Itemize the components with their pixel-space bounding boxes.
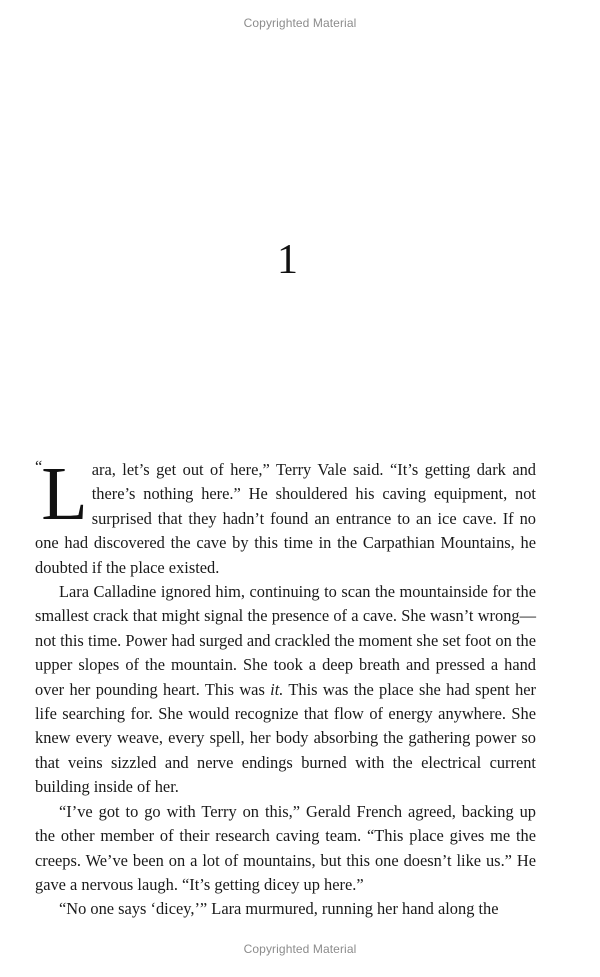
paragraph-1-text: ara, let’s get out of here,” Terry Vale said. “It’s getting dark and there’s nothing here.” He shouldered his caving equipment, not surprised that they hadn’t found an entrance to an ice cave. If no one had discovered the cave by this time in the Carpathian Mountains, he doubted if the place existed.	[35, 460, 536, 577]
chapter-body-text	[35, 452, 536, 922]
chapter-number: 1	[277, 237, 298, 283]
paragraph-2-text-before: Lara Calladine ignored him, continuing to scan the mountainside for the smallest crack that might signal the presence of a cave. She wasn’t wrong—not this time. Power had surged and crackled the moment she set foot on the upper slopes of the mountain. She took a deep breath and pressed a hand over her pounding heart. This was	[35, 582, 536, 699]
paragraph-4: “No one says ‘dicey,’” Lara murmured, running her hand along the	[59, 899, 499, 919]
paragraph-3: “I’ve got to go with Terry on this,” Gerald French agreed, backing up the other member of their research caving team. “This place gives me the creeps. We’ve been on a lot of mountains, but this one doesn’t like us.” He gave a nervous laugh. “It’s getting dicey up here.”	[35, 801, 536, 894]
copyright-watermark-top: Copyrighted Material	[243, 16, 357, 30]
copyright-watermark-bottom: Copyrighted Material	[243, 942, 357, 956]
paragraph-2-emphasis: it.	[270, 679, 284, 699]
paragraph-2	[35, 580, 536, 800]
drop-cap-letter: L	[41, 452, 88, 536]
paragraph-1	[35, 452, 536, 580]
paragraph-2-text-after: This was the place she had spent her life searching for. She would recognize that flow of energy anywhere. She knew every weave, every spell, her body absorbing the gathering power so that veins sizzled and nerve endings burned with the electrical current building inside of her.	[35, 679, 536, 797]
opening-quote-mark: “	[35, 457, 43, 476]
